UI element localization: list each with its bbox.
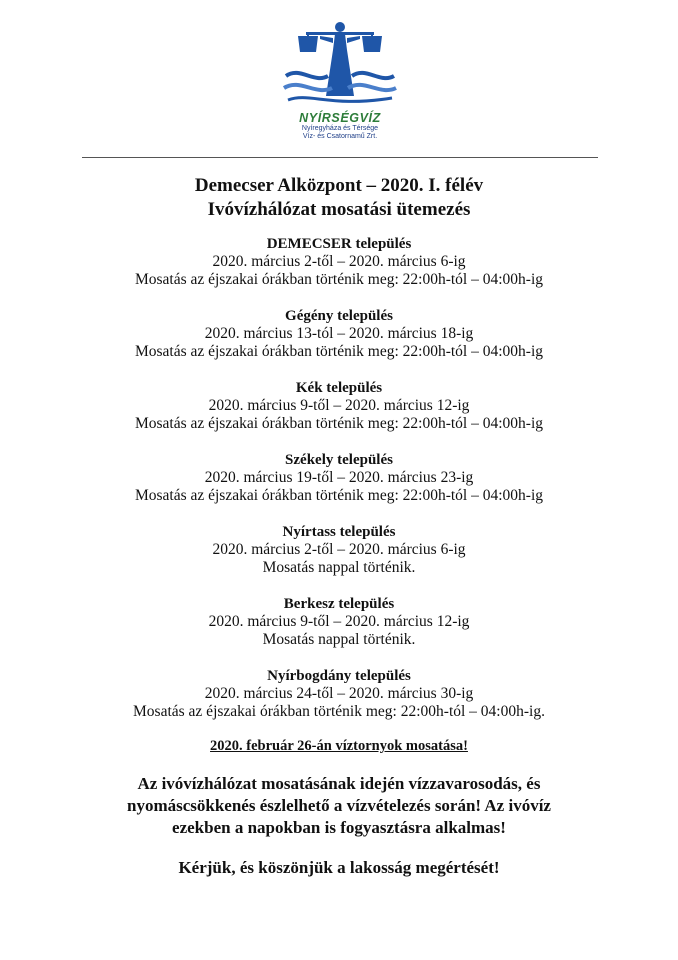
brand-name: NYÍRSÉGVÍZ [299, 111, 381, 125]
settlement-dates: 2020. március 2-től – 2020. március 6-ig [212, 253, 466, 270]
schedule-section-gegeny [40, 307, 638, 361]
warning-line: Az ivóvízhálózat mosatásának idején vízzavarosodás, és [137, 774, 541, 793]
settlement-name: Kék település [295, 380, 383, 396]
schedule-section-berkesz [40, 595, 638, 649]
document-title-line2: Ivóvízhálózat mosatási ütemezés [207, 199, 471, 220]
settlement-name: Nyírbogdány település [267, 668, 411, 684]
brand-subtitle-line1: Nyíregyháza és Térsége [301, 125, 379, 132]
water-tower-notice: 2020. február 26-án víztornyok mosatása! [210, 738, 468, 754]
settlement-dates: 2020. március 9-től – 2020. március 12-ig [208, 613, 470, 630]
settlement-dates: 2020. március 24-től – 2020. március 30-ig [204, 685, 474, 702]
schedule-section-kek [40, 379, 638, 433]
schedule-section-nyirtass [40, 523, 638, 577]
settlement-note: Mosatás nappal történik. [262, 631, 416, 648]
schedule-section-nyirbogdany [40, 667, 638, 721]
schedule-section-demecser [40, 235, 638, 289]
water-carrier-logo-icon [280, 18, 400, 113]
settlement-note: Mosatás az éjszakai órákban történik meg: 22:00h-tól – 04:00h-ig [134, 271, 544, 288]
settlement-note: Mosatás az éjszakai órákban történik meg: 22:00h-tól – 04:00h-ig [134, 343, 544, 360]
document-title-line1: Demecser Alközpont – 2020. I. félév [194, 175, 484, 196]
header-divider [82, 157, 598, 158]
warning-line: nyomáscsökkenés észlelhető a vízvételezés során! Az ivóvíz [127, 796, 551, 815]
settlement-dates: 2020. március 13-tól – 2020. március 18-ig [204, 325, 474, 342]
settlement-note: Mosatás nappal történik. [262, 559, 416, 576]
settlement-name: Székely település [285, 452, 393, 468]
warning-line: ezekben a napokban is fogyasztásra alkalmas! [172, 818, 506, 837]
settlement-dates: 2020. március 19-től – 2020. március 23-ig [204, 469, 474, 486]
settlement-dates: 2020. március 2-től – 2020. március 6-ig [212, 541, 466, 558]
company-logo [270, 18, 410, 158]
settlement-dates: 2020. március 9-től – 2020. március 12-ig [208, 397, 470, 414]
settlement-name: DEMECSER település [266, 236, 412, 252]
schedule-list [40, 235, 638, 721]
settlement-note: Mosatás az éjszakai órákban történik meg: 22:00h-tól – 04:00h-ig [134, 415, 544, 432]
schedule-section-szekely [40, 451, 638, 505]
settlement-name: Gégény település [285, 308, 393, 324]
closing-thanks: Kérjük, és köszönjük a lakosság megértését! [178, 858, 500, 877]
settlement-note: Mosatás az éjszakai órákban történik meg: 22:00h-tól – 04:00h-ig. [133, 703, 545, 720]
document-body [40, 174, 638, 879]
settlement-name: Berkesz település [283, 596, 395, 612]
settlement-note: Mosatás az éjszakai órákban történik meg: 22:00h-tól – 04:00h-ig [134, 487, 544, 504]
settlement-name: Nyírtass település [282, 524, 396, 540]
brand-subtitle-line2: Víz- és Csatornamű Zrt. [302, 133, 378, 140]
turbidity-warning [40, 773, 638, 839]
